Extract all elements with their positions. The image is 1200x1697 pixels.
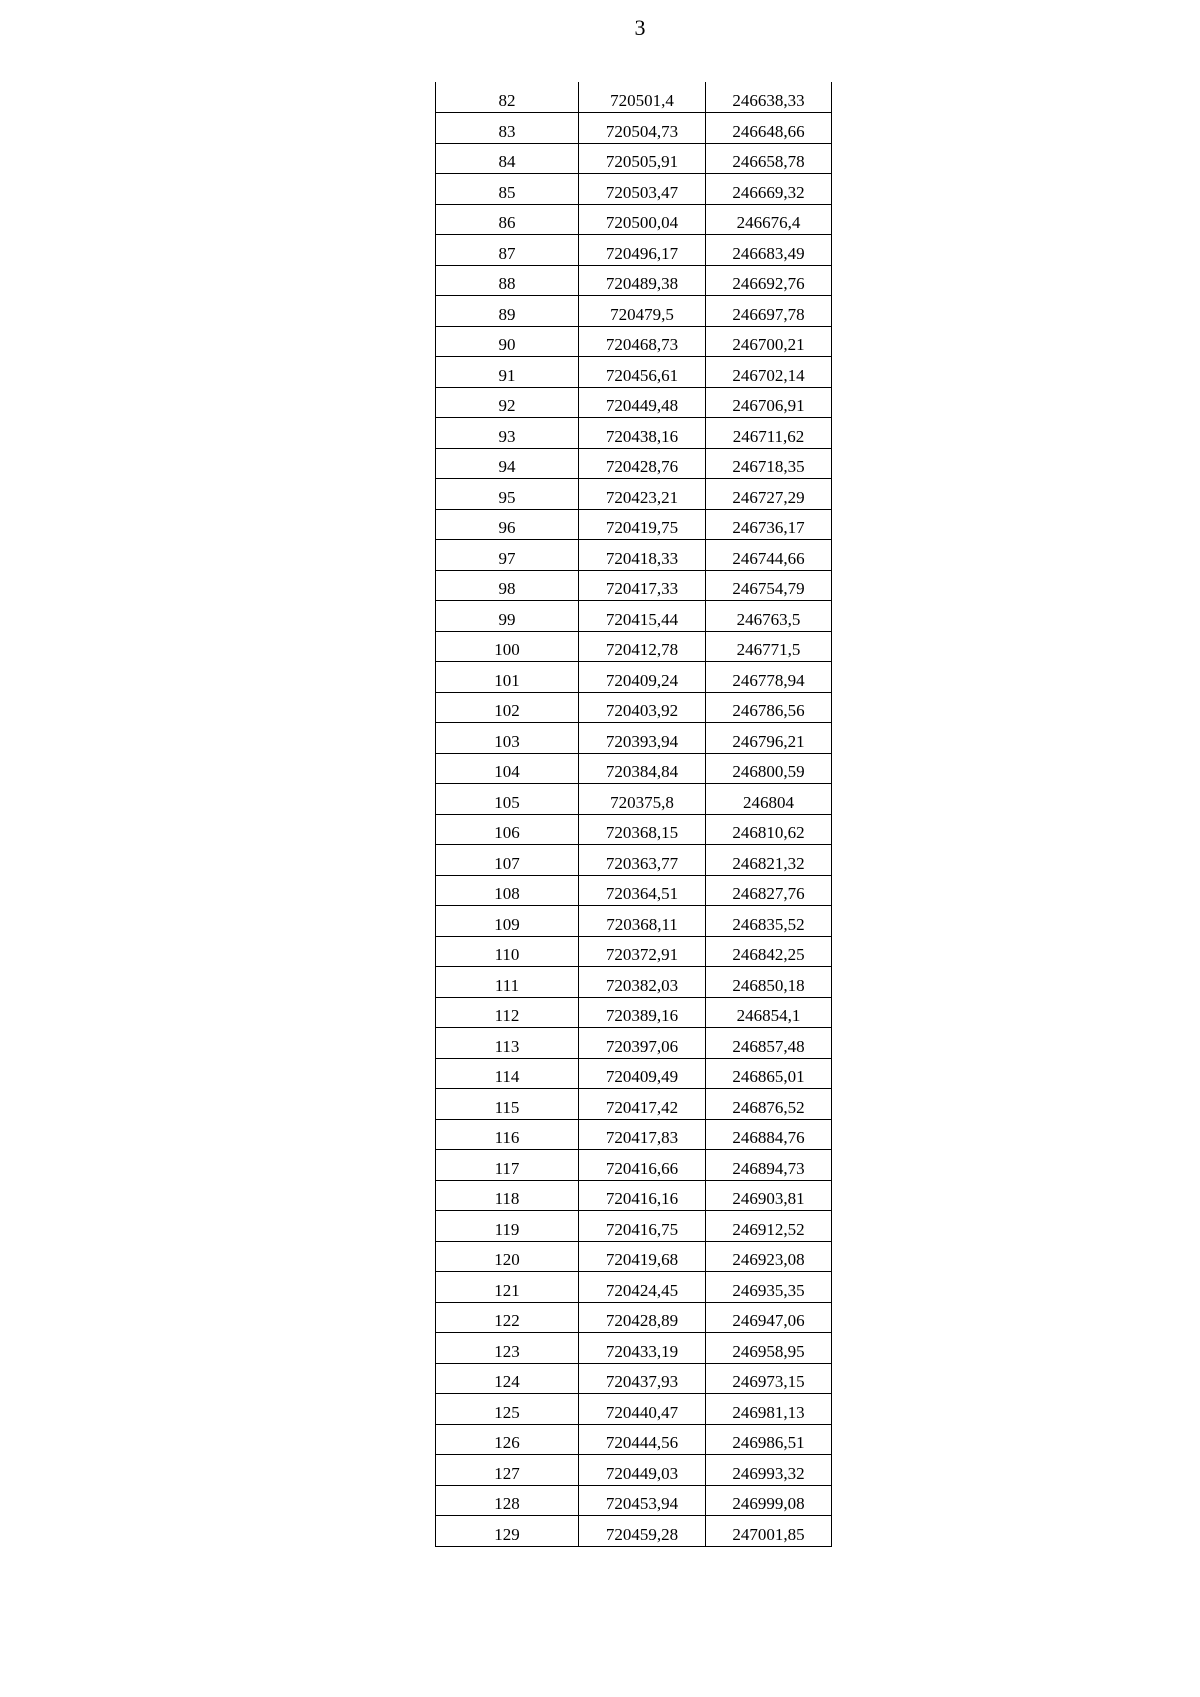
- y-coordinate-cell: 246702,14: [706, 357, 832, 388]
- table-row: [436, 1302, 832, 1333]
- x-coordinate-cell: 720428,76: [579, 448, 706, 479]
- point-number-cell: 83: [436, 113, 579, 144]
- table-row: [436, 540, 832, 571]
- table-row: [436, 1485, 832, 1516]
- x-coordinate-cell: 720438,16: [579, 418, 706, 449]
- table-row: [436, 1180, 832, 1211]
- x-coordinate-cell: 720417,33: [579, 570, 706, 601]
- y-coordinate-cell: 246736,17: [706, 509, 832, 540]
- y-coordinate-cell: 246827,76: [706, 875, 832, 906]
- point-number-cell: 99: [436, 601, 579, 632]
- x-coordinate-cell: 720416,75: [579, 1211, 706, 1242]
- y-coordinate-cell: 246800,59: [706, 753, 832, 784]
- table-row: [436, 296, 832, 327]
- point-number-cell: 127: [436, 1455, 579, 1486]
- point-number-cell: 113: [436, 1028, 579, 1059]
- x-coordinate-cell: 720382,03: [579, 967, 706, 998]
- x-coordinate-cell: 720423,21: [579, 479, 706, 510]
- x-coordinate-cell: 720456,61: [579, 357, 706, 388]
- y-coordinate-cell: 246986,51: [706, 1424, 832, 1455]
- point-number-cell: 86: [436, 204, 579, 235]
- table-row: [436, 174, 832, 205]
- y-coordinate-cell: 246835,52: [706, 906, 832, 937]
- table-row: [436, 1058, 832, 1089]
- table-row: [436, 479, 832, 510]
- y-coordinate-cell: 246692,76: [706, 265, 832, 296]
- table-row: [436, 875, 832, 906]
- y-coordinate-cell: 246669,32: [706, 174, 832, 205]
- point-number-cell: 119: [436, 1211, 579, 1242]
- y-coordinate-cell: 246711,62: [706, 418, 832, 449]
- point-number-cell: 93: [436, 418, 579, 449]
- table-row: [436, 1241, 832, 1272]
- point-number-cell: 87: [436, 235, 579, 266]
- table-row: [436, 601, 832, 632]
- table-row: [436, 357, 832, 388]
- table-row: [436, 570, 832, 601]
- table-row: [436, 814, 832, 845]
- x-coordinate-cell: 720503,47: [579, 174, 706, 205]
- x-coordinate-cell: 720444,56: [579, 1424, 706, 1455]
- x-coordinate-cell: 720415,44: [579, 601, 706, 632]
- point-number-cell: 85: [436, 174, 579, 205]
- y-coordinate-cell: 246973,15: [706, 1363, 832, 1394]
- x-coordinate-cell: 720389,16: [579, 997, 706, 1028]
- x-coordinate-cell: 720419,75: [579, 509, 706, 540]
- x-coordinate-cell: 720412,78: [579, 631, 706, 662]
- point-number-cell: 124: [436, 1363, 579, 1394]
- x-coordinate-cell: 720505,91: [579, 143, 706, 174]
- y-coordinate-cell: 246876,52: [706, 1089, 832, 1120]
- point-number-cell: 120: [436, 1241, 579, 1272]
- y-coordinate-cell: 246658,78: [706, 143, 832, 174]
- table-row: [436, 723, 832, 754]
- point-number-cell: 92: [436, 387, 579, 418]
- x-coordinate-cell: 720409,24: [579, 662, 706, 693]
- x-coordinate-cell: 720368,15: [579, 814, 706, 845]
- y-coordinate-cell: 246727,29: [706, 479, 832, 510]
- x-coordinate-cell: 720453,94: [579, 1485, 706, 1516]
- x-coordinate-cell: 720418,33: [579, 540, 706, 571]
- y-coordinate-cell: 246923,08: [706, 1241, 832, 1272]
- y-coordinate-cell: 246958,95: [706, 1333, 832, 1364]
- y-coordinate-cell: 246947,06: [706, 1302, 832, 1333]
- point-number-cell: 90: [436, 326, 579, 357]
- table-row: [436, 936, 832, 967]
- y-coordinate-cell: 246903,81: [706, 1180, 832, 1211]
- y-coordinate-cell: 246771,5: [706, 631, 832, 662]
- y-coordinate-cell: 246744,66: [706, 540, 832, 571]
- table-row: [436, 82, 832, 113]
- x-coordinate-cell: 720468,73: [579, 326, 706, 357]
- x-coordinate-cell: 720500,04: [579, 204, 706, 235]
- table-row: [436, 1272, 832, 1303]
- point-number-cell: 110: [436, 936, 579, 967]
- x-coordinate-cell: 720433,19: [579, 1333, 706, 1364]
- y-coordinate-cell: 246754,79: [706, 570, 832, 601]
- coordinates-table-body: [436, 82, 832, 1546]
- point-number-cell: 102: [436, 692, 579, 723]
- x-coordinate-cell: 720403,92: [579, 692, 706, 723]
- y-coordinate-cell: 247001,85: [706, 1516, 832, 1547]
- point-number-cell: 98: [436, 570, 579, 601]
- coordinates-table: [435, 82, 832, 1547]
- table-row: [436, 967, 832, 998]
- point-number-cell: 116: [436, 1119, 579, 1150]
- y-coordinate-cell: 246981,13: [706, 1394, 832, 1425]
- page-number: 3: [634, 15, 646, 40]
- y-coordinate-cell: 246810,62: [706, 814, 832, 845]
- x-coordinate-cell: 720479,5: [579, 296, 706, 327]
- point-number-cell: 108: [436, 875, 579, 906]
- point-number-cell: 122: [436, 1302, 579, 1333]
- point-number-cell: 95: [436, 479, 579, 510]
- y-coordinate-cell: 246865,01: [706, 1058, 832, 1089]
- point-number-cell: 128: [436, 1485, 579, 1516]
- y-coordinate-cell: 246700,21: [706, 326, 832, 357]
- table-row: [436, 509, 832, 540]
- x-coordinate-cell: 720424,45: [579, 1272, 706, 1303]
- point-number-cell: 109: [436, 906, 579, 937]
- point-number-cell: 112: [436, 997, 579, 1028]
- table-row: [436, 784, 832, 815]
- point-number-cell: 121: [436, 1272, 579, 1303]
- point-number-cell: 126: [436, 1424, 579, 1455]
- x-coordinate-cell: 720393,94: [579, 723, 706, 754]
- x-coordinate-cell: 720449,48: [579, 387, 706, 418]
- table-row: [436, 1363, 832, 1394]
- x-coordinate-cell: 720417,83: [579, 1119, 706, 1150]
- point-number-cell: 125: [436, 1394, 579, 1425]
- table-row: [436, 1333, 832, 1364]
- point-number-cell: 100: [436, 631, 579, 662]
- x-coordinate-cell: 720428,89: [579, 1302, 706, 1333]
- table-row: [436, 662, 832, 693]
- table-row: [436, 1028, 832, 1059]
- table-row: [436, 753, 832, 784]
- x-coordinate-cell: 720504,73: [579, 113, 706, 144]
- x-coordinate-cell: 720449,03: [579, 1455, 706, 1486]
- y-coordinate-cell: 246648,66: [706, 113, 832, 144]
- y-coordinate-cell: 246796,21: [706, 723, 832, 754]
- point-number-cell: 123: [436, 1333, 579, 1364]
- point-number-cell: 111: [436, 967, 579, 998]
- y-coordinate-cell: 246763,5: [706, 601, 832, 632]
- x-coordinate-cell: 720437,93: [579, 1363, 706, 1394]
- x-coordinate-cell: 720409,49: [579, 1058, 706, 1089]
- y-coordinate-cell: 246676,4: [706, 204, 832, 235]
- table-row: [436, 1119, 832, 1150]
- table-row: [436, 326, 832, 357]
- point-number-cell: 106: [436, 814, 579, 845]
- y-coordinate-cell: 246683,49: [706, 235, 832, 266]
- table-row: [436, 1424, 832, 1455]
- x-coordinate-cell: 720496,17: [579, 235, 706, 266]
- table-row: [436, 1211, 832, 1242]
- point-number-cell: 94: [436, 448, 579, 479]
- y-coordinate-cell: 246993,32: [706, 1455, 832, 1486]
- y-coordinate-cell: 246894,73: [706, 1150, 832, 1181]
- point-number-cell: 104: [436, 753, 579, 784]
- table-row: [436, 1394, 832, 1425]
- point-number-cell: 84: [436, 143, 579, 174]
- x-coordinate-cell: 720416,16: [579, 1180, 706, 1211]
- x-coordinate-cell: 720368,11: [579, 906, 706, 937]
- point-number-cell: 129: [436, 1516, 579, 1547]
- y-coordinate-cell: 246638,33: [706, 82, 832, 113]
- y-coordinate-cell: 246850,18: [706, 967, 832, 998]
- point-number-cell: 117: [436, 1150, 579, 1181]
- table-row: [436, 997, 832, 1028]
- y-coordinate-cell: 246857,48: [706, 1028, 832, 1059]
- point-number-cell: 115: [436, 1089, 579, 1120]
- x-coordinate-cell: 720419,68: [579, 1241, 706, 1272]
- y-coordinate-cell: 246697,78: [706, 296, 832, 327]
- table-row: [436, 1516, 832, 1547]
- table-row: [436, 387, 832, 418]
- table-row: [436, 1150, 832, 1181]
- point-number-cell: 118: [436, 1180, 579, 1211]
- x-coordinate-cell: 720364,51: [579, 875, 706, 906]
- point-number-cell: 96: [436, 509, 579, 540]
- table-row: [436, 265, 832, 296]
- x-coordinate-cell: 720440,47: [579, 1394, 706, 1425]
- point-number-cell: 97: [436, 540, 579, 571]
- point-number-cell: 105: [436, 784, 579, 815]
- y-coordinate-cell: 246821,32: [706, 845, 832, 876]
- y-coordinate-cell: 246854,1: [706, 997, 832, 1028]
- y-coordinate-cell: 246999,08: [706, 1485, 832, 1516]
- table-row: [436, 1455, 832, 1486]
- point-number-cell: 89: [436, 296, 579, 327]
- x-coordinate-cell: 720416,66: [579, 1150, 706, 1181]
- y-coordinate-cell: 246778,94: [706, 662, 832, 693]
- y-coordinate-cell: 246884,76: [706, 1119, 832, 1150]
- table-row: [436, 692, 832, 723]
- table-row: [436, 204, 832, 235]
- y-coordinate-cell: 246706,91: [706, 387, 832, 418]
- x-coordinate-cell: 720372,91: [579, 936, 706, 967]
- y-coordinate-cell: 246804: [706, 784, 832, 815]
- y-coordinate-cell: 246718,35: [706, 448, 832, 479]
- point-number-cell: 101: [436, 662, 579, 693]
- table-row: [436, 235, 832, 266]
- x-coordinate-cell: 720489,38: [579, 265, 706, 296]
- table-row: [436, 845, 832, 876]
- point-number-cell: 91: [436, 357, 579, 388]
- x-coordinate-cell: 720384,84: [579, 753, 706, 784]
- table-row: [436, 906, 832, 937]
- x-coordinate-cell: 720375,8: [579, 784, 706, 815]
- point-number-cell: 114: [436, 1058, 579, 1089]
- x-coordinate-cell: 720363,77: [579, 845, 706, 876]
- point-number-cell: 107: [436, 845, 579, 876]
- table-row: [436, 448, 832, 479]
- table-row: [436, 418, 832, 449]
- point-number-cell: 82: [436, 82, 579, 113]
- table-row: [436, 113, 832, 144]
- x-coordinate-cell: 720501,4: [579, 82, 706, 113]
- point-number-cell: 88: [436, 265, 579, 296]
- x-coordinate-cell: 720459,28: [579, 1516, 706, 1547]
- x-coordinate-cell: 720397,06: [579, 1028, 706, 1059]
- table-row: [436, 143, 832, 174]
- table-row: [436, 631, 832, 662]
- y-coordinate-cell: 246912,52: [706, 1211, 832, 1242]
- point-number-cell: 103: [436, 723, 579, 754]
- y-coordinate-cell: 246786,56: [706, 692, 832, 723]
- y-coordinate-cell: 246842,25: [706, 936, 832, 967]
- y-coordinate-cell: 246935,35: [706, 1272, 832, 1303]
- table-row: [436, 1089, 832, 1120]
- x-coordinate-cell: 720417,42: [579, 1089, 706, 1120]
